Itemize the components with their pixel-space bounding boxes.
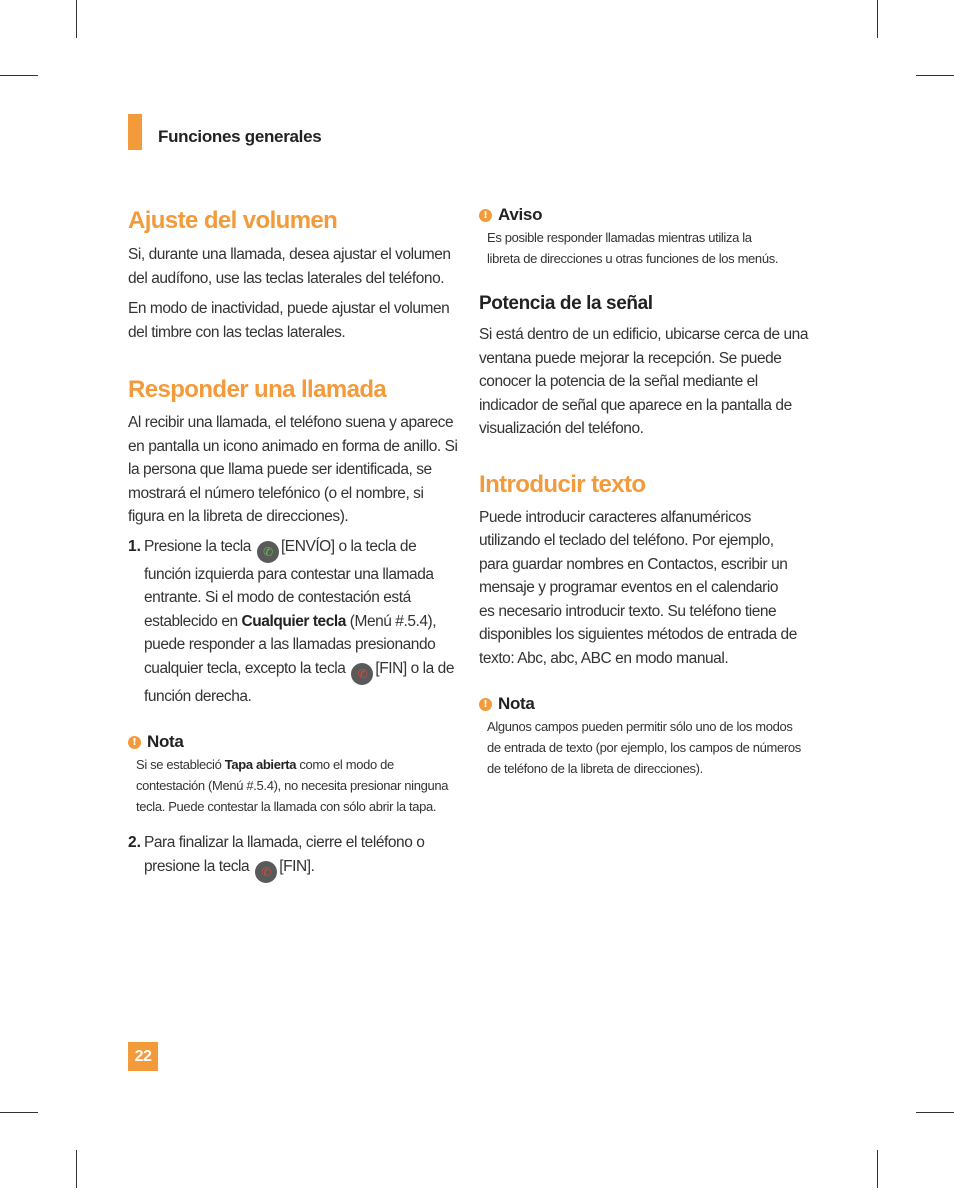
crop-mark — [0, 1112, 38, 1113]
aviso-label: Aviso — [498, 205, 543, 224]
exclamation-icon: ! — [479, 209, 492, 222]
signal-paragraph: Si está dentro de un edificio, ubicarse cerca de una ventana puede mejorar la recepción. Se puede conocer la potencia de la señal mediante el indicador de señal que aparece en la pantalla de visualización del teléfono. — [479, 326, 809, 437]
answer-note — [128, 732, 458, 817]
answer-paragraph: Al recibir una llamada, el teléfono suena y aparece en pantalla un icono animado en forma de anillo. Si la persona que llama puede ser identificada, se mostrará el número telefónico (o el nombre, si figura en la libreta de direcciones). — [128, 414, 458, 525]
crop-mark — [916, 75, 954, 76]
crop-mark — [76, 1150, 77, 1188]
section-title-signal: Potencia de la señal — [479, 293, 653, 314]
step-number: 1. — [128, 537, 141, 555]
aviso-heading — [479, 205, 809, 225]
answer-step-1 — [128, 535, 458, 709]
note-heading — [479, 694, 809, 714]
exclamation-icon: ! — [479, 698, 492, 711]
note-text: Si se estableció Tapa abierta como el modo de contestación (Menú #.5.4), no necesita presionar ninguna tecla. Puede contestar la llamada con sólo abrir la tapa. — [136, 757, 449, 814]
flip-open-mode-label: Tapa abierta — [224, 757, 297, 772]
step-number: 2. — [128, 834, 141, 851]
note-label: Nota — [498, 694, 535, 713]
phone-end-key-icon: ✆ — [351, 663, 373, 685]
step-1-text: Presione la tecla ✆ [ENVÍO] o la tecla de función izquierda para contestar una llamada entrante. Si el modo de contestación está establecido en Cualquier tecla (Menú #.5.4), puede responder a las llamadas presionando cualquier tecla, excepto la tecla ✆ [FIN] o la de función derecha. — [144, 537, 454, 705]
right-column — [479, 205, 809, 779]
crop-mark — [0, 75, 38, 76]
header-accent-bar — [128, 114, 142, 150]
section-title-volume: Ajuste del volumen — [128, 207, 338, 234]
section-title-text-input: Introducir texto — [479, 470, 646, 498]
aviso-note — [479, 205, 809, 269]
answer-step-2 — [128, 831, 458, 883]
phone-send-key-icon: ✆ — [257, 541, 279, 563]
crop-mark — [916, 1112, 954, 1113]
text-input-note — [479, 694, 809, 779]
crop-mark — [877, 1150, 878, 1188]
left-column — [128, 205, 458, 883]
volume-paragraph-2: En modo de inactividad, puede ajustar el volumen del timbre con las teclas laterales. — [128, 300, 450, 341]
any-key-mode-label: Cualquier tecla — [241, 612, 346, 630]
note-heading — [128, 732, 458, 752]
crop-mark — [76, 0, 77, 38]
step-2-text: Para finalizar la llamada, cierre el teléfono o presione la tecla ✆ [FIN]. — [144, 831, 458, 883]
page-number: 22 — [128, 1042, 158, 1071]
section-title-answer: Responder una llamada — [128, 376, 387, 403]
volume-paragraph-1: Si, durante una llamada, desea ajustar el volumen del audífono, use las teclas laterales del teléfono. — [128, 246, 451, 287]
phone-end-key-icon: ✆ — [255, 861, 277, 883]
crop-mark — [877, 0, 878, 38]
exclamation-icon: ! — [128, 736, 141, 749]
aviso-text: Es posible responder llamadas mientras utiliza la libreta de direcciones u otras funciones de los menús. — [487, 230, 779, 266]
page-header-title: Funciones generales — [158, 127, 322, 146]
note-label: Nota — [147, 732, 184, 751]
note-text: Algunos campos pueden permitir sólo uno de los modos de entrada de texto (por ejemplo, los campos de números de teléfono de la libreta de direcciones). — [487, 719, 801, 776]
text-input-paragraph: Puede introducir caracteres alfanuméricos utilizando el teclado del teléfono. Por ejemplo, para guardar nombres en Contactos, escribir un mensaje y programar eventos en el calendario es necesario introducir texto. Su teléfono tiene disponibles los siguientes métodos de entrada de texto: Abc, abc, ABC en modo manual. — [479, 508, 797, 667]
